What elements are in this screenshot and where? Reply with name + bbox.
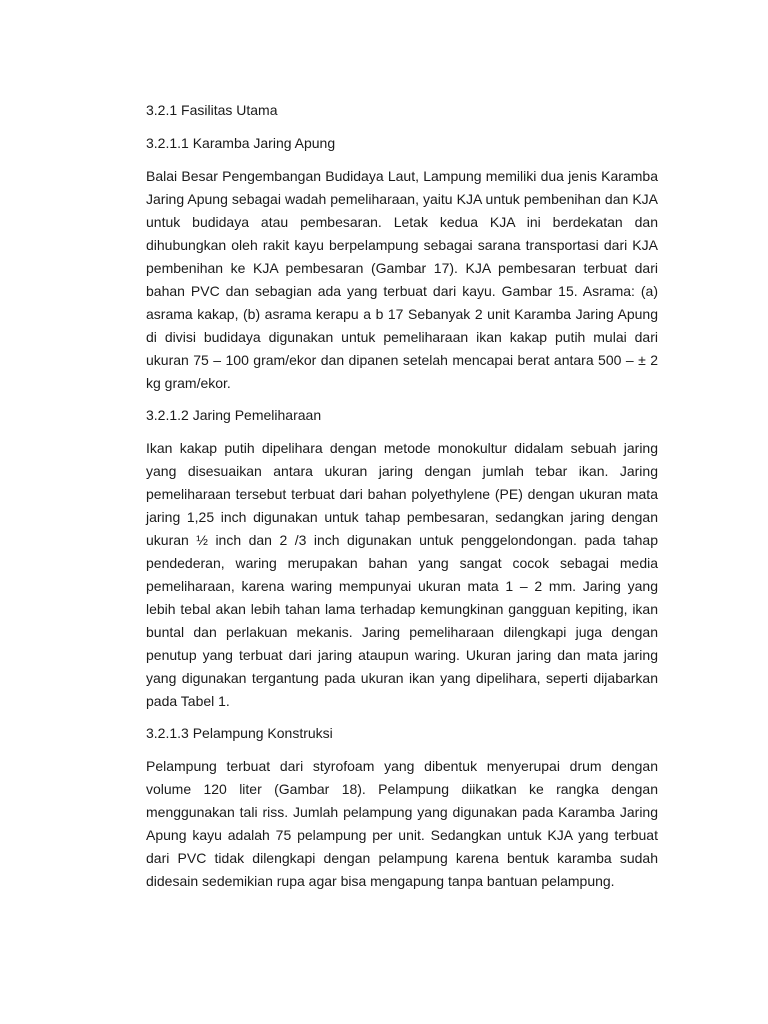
- paragraph-pelampung: Pelampung terbuat dari styrofoam yang dibentuk menyerupai drum dengan volume 120 liter (Gambar 18). Pelampung diikatkan ke rangka dengan menggunakan tali riss. Jumlah pelampung yang digunakan pada Karamba Jaring Apung kayu adalah 75 pelampung per unit. Sedangkan untuk KJA yang terbuat dari PVC tidak dilengkapi dengan pelampung karena bentuk karamba sudah didesain sedemikian rupa agar bisa mengapung tanpa bantuan pelampung.: [146, 758, 658, 889]
- paragraph-jaring: Ikan kakap putih dipelihara dengan metode monokultur didalam sebuah jaring yang disesuaikan antara ukuran jaring dengan jumlah tebar ikan. Jaring pemeliharaan tersebut terbuat dari bahan polyethylene (PE) dengan ukuran mata jaring 1,25 inch digunakan untuk tahap pembesaran, sedangkan jaring dengan ukuran ½ inch dan 2 /3 inch digunakan untuk penggelondongan. pada tahap pendederan, waring merupakan bahan yang sangat cocok sebagai media pemeliharaan, karena waring mempunyai ukuran mata 1 – 2 mm. Jaring yang lebih tebal akan lebih tahan lama terhadap kemungkinan gangguan kepiting, ikan buntal dan perlakuan mekanis. Jaring pemeliharaan dilengkapi juga dengan penutup yang terbuat dari jaring ataupun waring. Ukuran jaring dan mata jaring yang digunakan tergantung pada ukuran ikan yang dipelihara, seperti dijabarkan pada Tabel 1.: [146, 440, 658, 709]
- document-page: [146, 99, 658, 902]
- subsection-heading-karamba: 3.2.1.1 Karamba Jaring Apung: [146, 135, 336, 151]
- section-heading: 3.2.1 Fasilitas Utama: [146, 102, 278, 118]
- paragraph-karamba: Balai Besar Pengembangan Budidaya Laut, Lampung memiliki dua jenis Karamba Jaring Apung sebagai wadah pemeliharaan, yaitu KJA untuk pembenihan dan KJA untuk budidaya atau pembesaran. Letak kedua KJA ini berdekatan dan dihubungkan oleh rakit kayu berpelampung sebagai sarana transportasi dari KJA pembenihan ke KJA pembesaran (Gambar 17). KJA pembesaran terbuat dari bahan PVC dan sebagian ada yang terbuat dari kayu. Gambar 15. Asrama: (a) asrama kakap, (b) asrama kerapu a b 17 Sebanyak 2 unit Karamba Jaring Apung di divisi budidaya digunakan untuk pemeliharaan ikan kakap putih mulai dari ukuran 75 – 100 gram/ekor dan dipanen setelah mencapai berat antara 500 – ± 2 kg gram/ekor.: [146, 168, 658, 391]
- subsection-heading-pelampung: 3.2.1.3 Pelampung Konstruksi: [146, 725, 333, 741]
- subsection-heading-jaring: 3.2.1.2 Jaring Pemeliharaan: [146, 407, 322, 423]
